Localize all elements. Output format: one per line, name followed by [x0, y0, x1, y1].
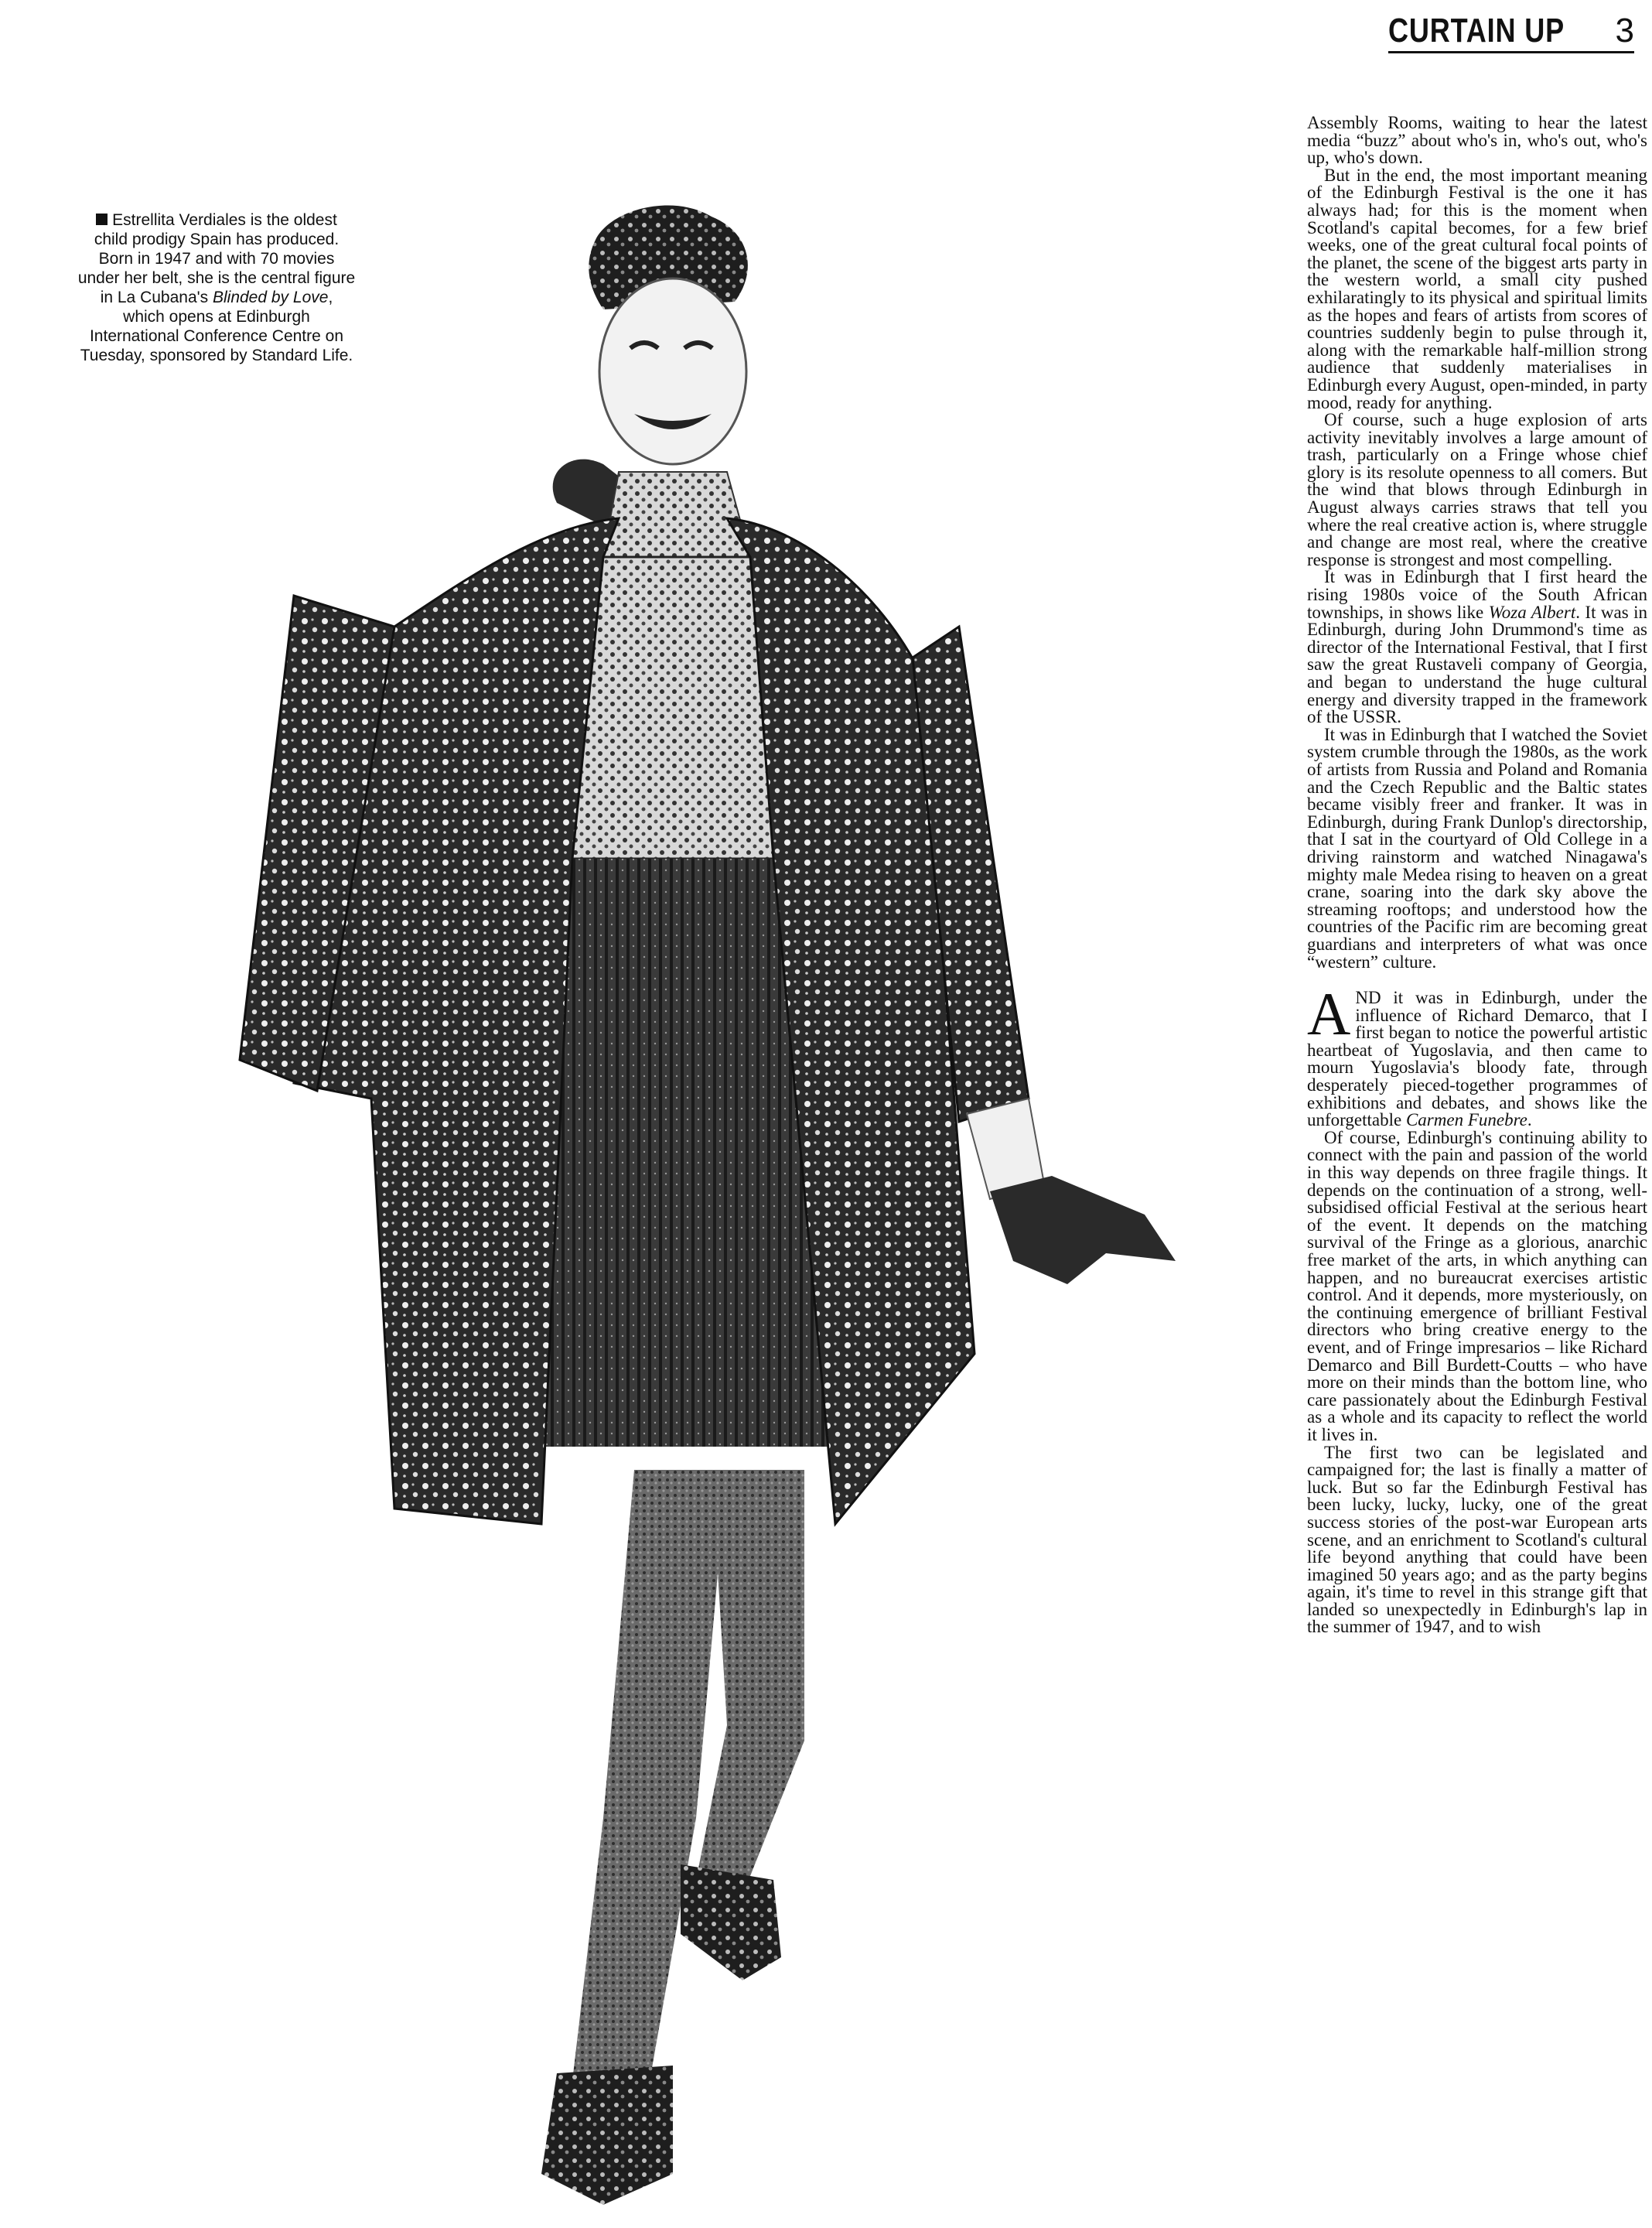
right-shoe [681, 1864, 781, 1980]
face [599, 278, 746, 464]
show-title: Woza Albert [1488, 602, 1576, 622]
photo-performer [139, 193, 1191, 2220]
square-bullet-icon [96, 214, 108, 225]
section-title: CURTAIN UP [1388, 12, 1565, 50]
left-shoe [541, 2066, 673, 2205]
article-paragraph: The first two can be legislated and campaigned for; the last is finally a matter of luck. But so far the Edinburgh Festival has been lucky, lucky, lucky, one of the great success stories of the post-war European arts scene, and an enrichment to Scotland's cultural life beyond anything that could have been imagined 50 years ago; and as the party begins again, it's time to revel in this strange gift that landed so unexpectedly in Edinburgh's lap in the summer of 1947, and to wish [1307, 1442, 1647, 1637]
page-number: 3 [1615, 12, 1634, 50]
show-title: Carmen Funebre [1405, 1110, 1527, 1130]
article-paragraph: But in the end, the most important meaning of the Edinburgh Festival is the one it has always had; for this is the moment when Scotland's capital becomes, for a few brief weeks, one of the great cultural focal points of the planet, the scene of the biggest arts party in the western world, a small city pushed exhilaratingly to its physical and spiritual limits as the hopes and fears of artists from scores of countries suddenly begin to pulse through it, along with the remarkable half-million strong audience that suddenly materialises in Edinburgh every August, open-minded, in party mood, ready for anything. [1307, 165, 1647, 412]
caption-text-2: , which opens at Edinburgh International Conference Centre on Tuesday, sponsored by Standard Life. [80, 289, 353, 364]
article-paragraph: Of course, such a huge explosion of arts activity inevitably involves a large amount of trash, particularly on a Fringe whose chief glory is its resolute openness to all comers. But the wind that blows through Edinburgh in August always carries straws that tell you where the real creative action is, where struggle and change are most real, where the creative response is strongest and most compelling. [1307, 410, 1647, 569]
caption-show-title: Blinded by Love [212, 289, 329, 306]
page-header [1388, 5, 1634, 53]
right-glove [990, 1176, 1176, 1284]
caption-text-1: Estrellita Verdiales is the oldest child prodigy Spain has produced. Born in 1947 and with 70 movies under her belt, she is the central figure in La Cubana's [77, 211, 356, 306]
article-paragraph: It was in Edinburgh that I first heard the rising 1980s voice of the South African townships, in shows like Woza Albert. It was in Edinburgh, during John Drummond's time as director of the International Festival, that I first saw the great Rustaveli company of Georgia, and began to understand the huge cultural energy and diversity trapped in the framework of the USSR. [1307, 567, 1647, 727]
left-leg [572, 1470, 727, 2081]
article-paragraph: Of course, Edinburgh's continuing ability to connect with the pain and passion of the world in this way depends on three fragile things. It depends on the continuation of a strong, well-subsidised official Festival at the serious heart of the event. It depends on the matching survival of the Fringe as a glorious, anarchic free market of the arts, in which anything can happen, and no bureaucrat exercises artistic control. And it depends, more mysteriously, on the continuing emergence of brilliant Festival directors who bring creative energy to the event, and of Fringe impresarios – like Richard Demarco and Bill Burdett-Coutts – who have more on their minds than the bottom line, who care passionately about the Edinburgh Festival as a whole and its capacity to reflect the world it lives in. [1307, 1127, 1647, 1444]
article-paragraph: It was in Edinburgh that I watched the Soviet system crumble through the 1980s, as the work of artists from Russia and Poland and Romania and the Czech Republic and the Baltic states became visibly freer and franker. It was in Edinburgh, during Frank Dunlop's directorship, that I sat in the courtyard of Old College in a driving rainstorm and watched Ninagawa's mighty male Medea rising to heaven on a great crane, soaring into the dark sky above the streaming rooftops; and understood how the countries of the Pacific rim are becoming great guardians and interpreters of what was once “western” culture. [1307, 724, 1647, 972]
article-column [1307, 114, 1647, 1636]
article-paragraph: Assembly Rooms, waiting to hear the latest media “buzz” about who's in, who's out, who's up, who's down. [1307, 113, 1647, 168]
article-paragraph: AND it was in Edinburgh, under the influence of Richard Demarco, that I first began to notice the powerful artistic heartbeat of Yugoslavia, and then came to mourn Yugoslavia's bloody fate, through desperately pieced-together programmes of exhibitions and debates, and shows like the unforgettable Carmen Funebre. [1307, 980, 1647, 1130]
drop-cap: A [1307, 980, 1351, 1048]
